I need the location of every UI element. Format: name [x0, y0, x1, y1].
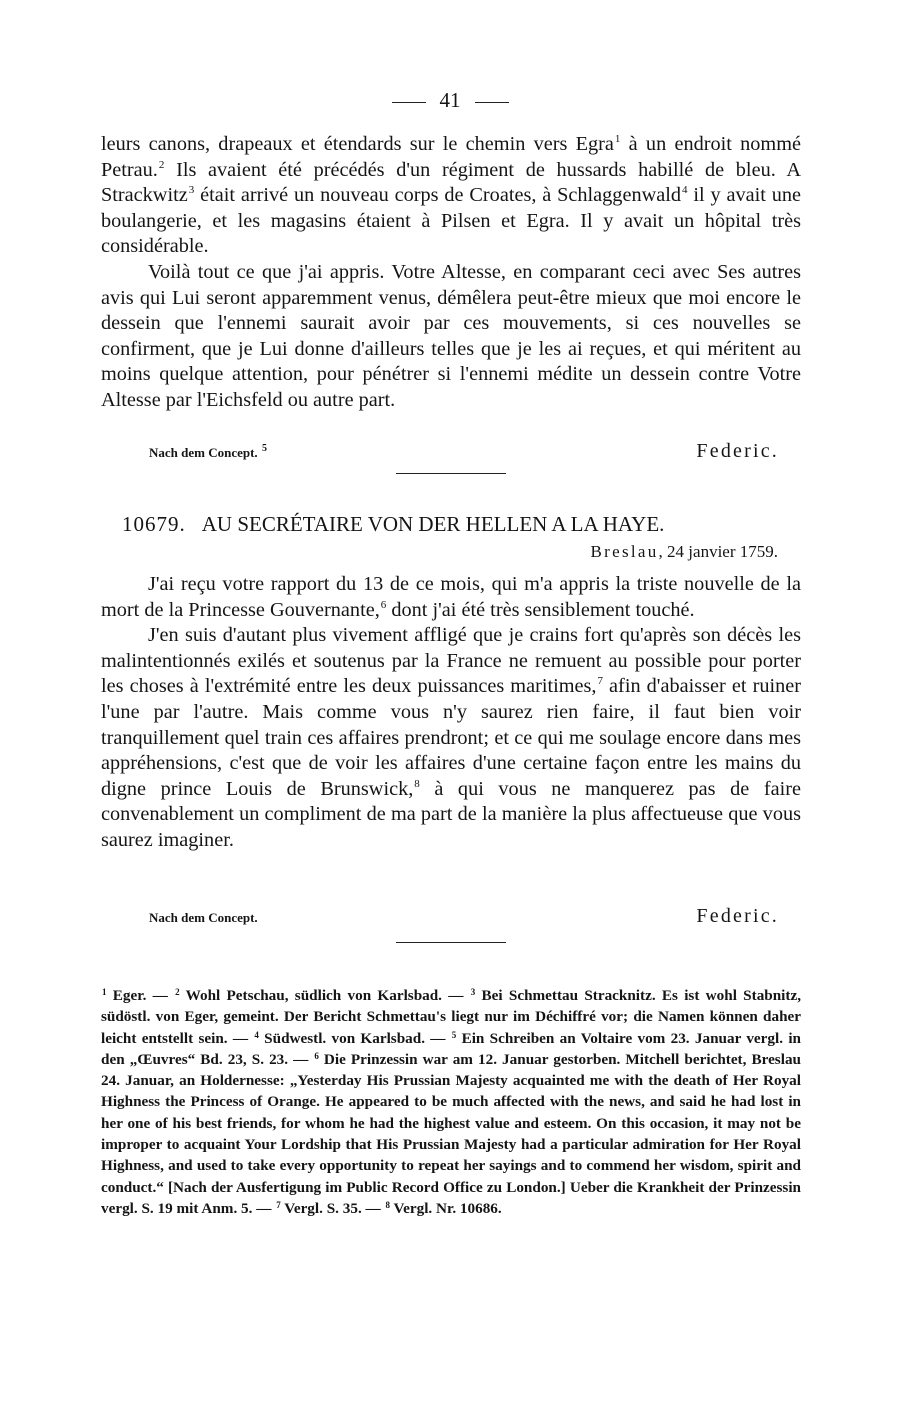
footnote-marker: 3 — [188, 184, 195, 197]
footnote-marker: 1 — [102, 987, 107, 997]
text-run: Wohl Petschau, südlich von Karlsbad. — — [179, 987, 470, 1004]
footnote-text — [101, 985, 801, 1219]
footnote-marker: 8 — [414, 777, 420, 790]
letter-closing — [101, 437, 801, 463]
footnote-marker: 8 — [385, 1199, 391, 1210]
footnote-marker: 2 — [175, 987, 180, 997]
footnote-marker: 4 — [682, 184, 688, 197]
text-run: J'ai reçu votre rapport du 13 de ce mois, qui m'a appris la triste nouvelle de la mort de la Princesse Gouvernante, — [101, 573, 801, 621]
text-run: J'en suis d'autant plus vivement affligé que je crains fort qu'après son décès les malintentionnés exilés et soutenus par la France ne remuent au possible pour porter les choses à l'extrémité entre les deux puissances maritimes, — [101, 624, 801, 698]
letter-paragraph — [101, 572, 801, 623]
header-dash-left — [392, 102, 426, 103]
footnotes — [101, 985, 801, 1219]
text-run: Die Prinzessin war am 12. Januar gestorben. Mitchell berichtet, Breslau 24. Januar, an Holdernesse: „Yesterday His Prussian Majesty acquainted me with the death of Her Royal Highness the Princess of Orange. He appeared to be much affected with the news, and said he had lost in her one of his best friends, for whom he had the highest value and esteem. On this occasion, it may not be improper to acquaint Your Lordship that His Prussian Majesty had a particular admiration for Her Royal Highness, and used to take every opportunity to repeat her sayings and to commend her wisdom, spirit and conduct.“ [Nach der Ausfertigung im Public Record Office zu London.] Ueber die Krankheit der Prinzessin vergl. S. 19 mit Anm. 5. — — [101, 1050, 801, 1217]
letter-10679-body — [101, 572, 801, 854]
text-run: à un endroit nommé Petrau. — [101, 133, 801, 181]
letter-closing — [101, 902, 801, 928]
letter-dateline — [591, 542, 778, 562]
footnote-marker: 6 — [314, 1050, 319, 1061]
text-run: Südwestl. von Karlsbad. — — [258, 1029, 451, 1047]
letter-recipient: AU SECRÉTAIRE VON DER HELLEN A LA HAYE. — [201, 512, 665, 536]
text-run: Vergl. Nr. 10686. — [390, 1199, 502, 1217]
footnote-marker: 3 — [470, 987, 476, 997]
text-run: il y avait une boulangerie, et les magasins étaient à Pilsen et Egra. Il y avait un hôpital très considérable. — [101, 184, 801, 258]
text-run: Ils avaient été précédés d'un régiment de hussards habillé de bleu. A Strackwitz — [101, 158, 801, 207]
signature: Federic. — [696, 905, 779, 927]
letter-paragraph — [101, 260, 801, 414]
letter-number: 10679. — [122, 512, 186, 536]
text-run: à qui vous ne manquerez pas de faire convenablement un compliment de ma part de la manière la plus affectueuse que vous saurez imaginer. — [101, 777, 801, 851]
text-run: dont j'ai été très sensiblement touché. — [386, 598, 695, 621]
footnote-marker: 6 — [380, 598, 387, 611]
footnote-marker: 4 — [254, 1029, 259, 1040]
footnote-marker: 7 — [276, 1199, 281, 1210]
letter-paragraph — [101, 623, 801, 853]
header-dash-right — [475, 102, 509, 103]
text-run: Ein Schreiben an Voltaire vom 23. Januar vergl. in den „Œuvres“ Bd. 23, S. 23. — — [101, 1029, 801, 1068]
footnote-marker: 1 — [614, 133, 621, 145]
signature: Federic. — [696, 440, 779, 462]
letter-paragraph — [101, 132, 801, 260]
text-run: Bei Schmettau Stracknitz. Es ist wohl Stabnitz, südöstl. von Eger, gemeint. Der Bericht Schmettau's liegt nur im Déchiffré vor; die Namen können daher leicht entstellt sein. — — [101, 987, 801, 1047]
footnote-marker: 5 — [451, 1029, 457, 1040]
page-number: 41 — [439, 88, 461, 112]
text-run: Eger. — — [106, 987, 175, 1004]
section-divider — [396, 473, 506, 474]
letter-10678-continuation — [101, 132, 801, 414]
section-divider — [396, 942, 506, 943]
text-run: Vergl. S. 35. — — [280, 1199, 385, 1217]
footnote-marker: 7 — [597, 675, 603, 688]
text-run: afin d'abaisser et ruiner l'une par l'autre. Mais comme vous n'y saurez rien faire, il faut bien voir tranquillement quel train ces affaires prendront; et ce qui me soulage encore dans mes appréhensions, c'est que de voir les affaires d'une certaine façon entre les mains du digne prince Louis de Brunswick, — [101, 675, 801, 800]
footnote-marker: 5 — [261, 443, 267, 454]
text-run: était arrivé un nouveau corps de Croates, à Schlaggenwald — [194, 184, 682, 207]
text-run: Voilà tout ce que j'ai appris. Votre Altesse, en comparant ceci avec Ses autres avis qui Lui seront apparemment venus, démêlera peut-être mieux que moi encore le dessein que l'ennemi saurait avoir par ces mouvements, si ces nouvelles se confirment, que je Lui donne d'ailleurs telles que je les ai reçues, et qui méritent au moins quelque attention, pour pénétrer si l'ennemi médite un dessein contre Votre Altesse par l'Eichsfeld ou autre part. — [101, 260, 801, 411]
letter-heading — [122, 512, 802, 537]
page-header — [0, 88, 900, 113]
footnote-marker: 2 — [158, 158, 165, 171]
letter-date: , 24 janvier 1759. — [658, 542, 778, 561]
source-note: Nach dem Concept. — [149, 910, 258, 925]
text-run: leurs canons, drapeaux et étendards sur le chemin vers Egra — [101, 133, 614, 155]
source-note: Nach dem Concept. $^5$ — [149, 443, 267, 460]
letter-place: Breslau — [590, 542, 659, 561]
